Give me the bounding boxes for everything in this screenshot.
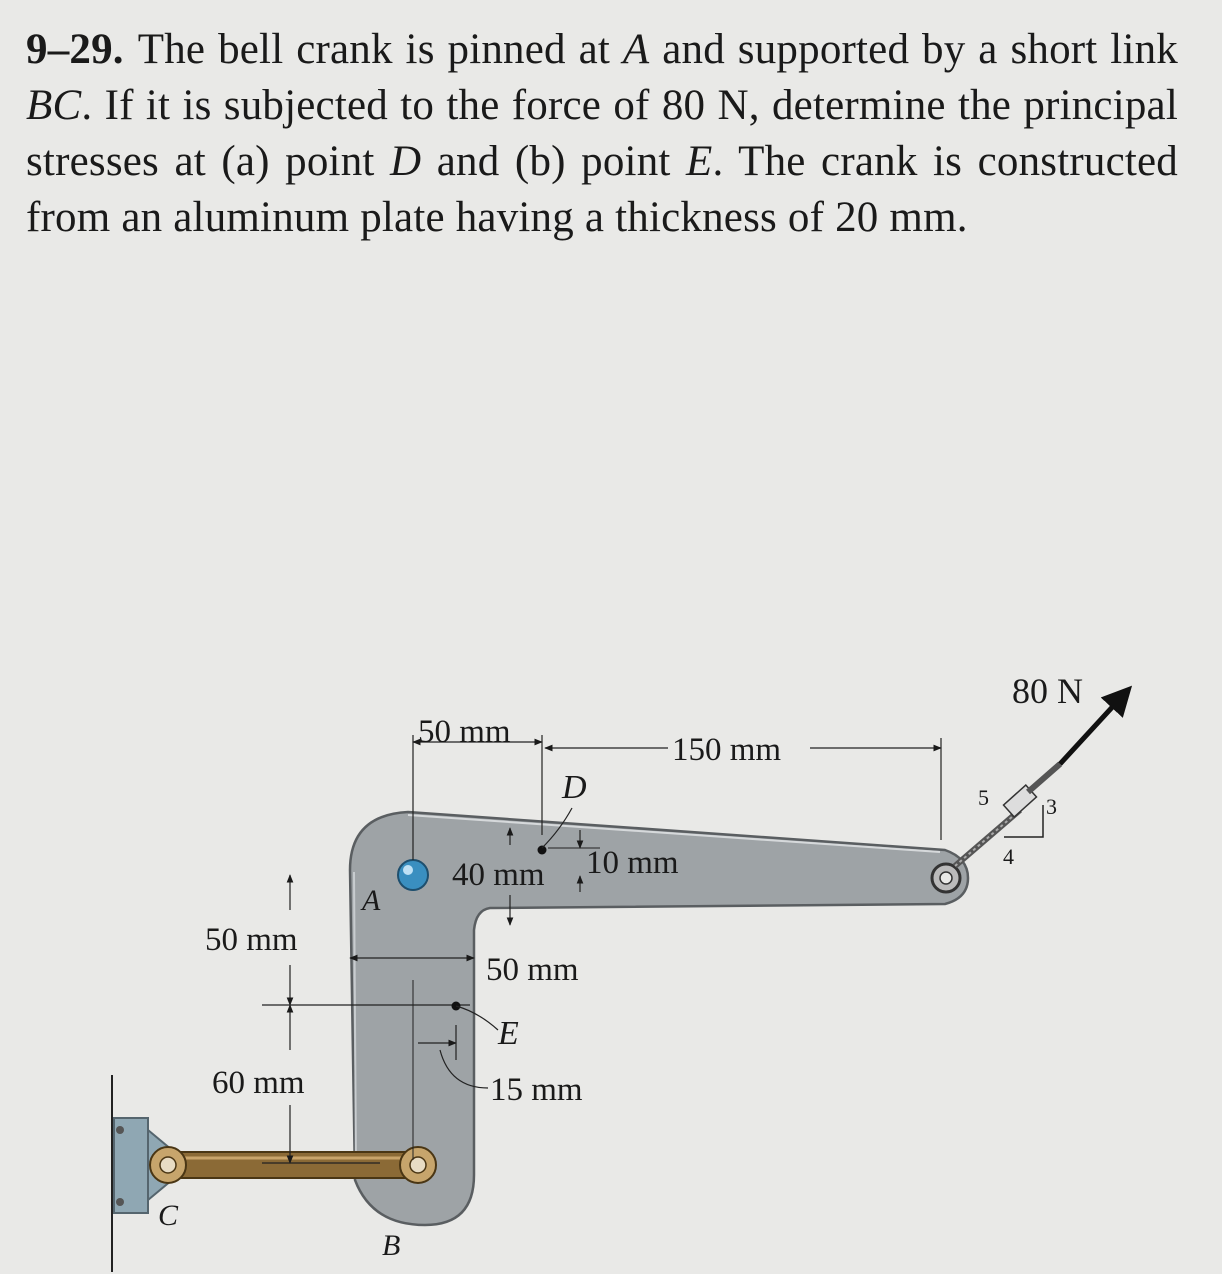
force-label: 80 N bbox=[1012, 671, 1083, 711]
label-A: A bbox=[362, 884, 381, 917]
cable-eye bbox=[932, 690, 1128, 892]
point-A-ref: A bbox=[622, 26, 650, 73]
problem-text-1: The bell crank is pinned at bbox=[137, 26, 623, 73]
dim-150mm-label: 150 mm bbox=[672, 732, 782, 768]
dim-60mm-label: 60 mm bbox=[212, 1065, 305, 1101]
link-BC-ref: BC bbox=[26, 82, 82, 129]
problem-text-2: and supported by a short link bbox=[649, 26, 1179, 73]
dim-50mm-left-label: 50 mm bbox=[205, 922, 298, 958]
problem-text-3: . If it is subjected to the force of 80 N, determine the principal stresses at (a) point bbox=[26, 82, 1178, 185]
label-B: B bbox=[382, 1229, 401, 1262]
link-bar bbox=[165, 1152, 420, 1178]
dim-50mm-mid-label: 50 mm bbox=[486, 952, 579, 988]
problem-text-4: and (b) point bbox=[421, 138, 687, 185]
slope-5: 5 bbox=[978, 785, 989, 810]
link-BC bbox=[150, 1147, 436, 1183]
label-C: C bbox=[158, 1199, 179, 1232]
pin-A bbox=[398, 860, 428, 890]
point-E-ref: E bbox=[686, 138, 713, 185]
slope-3: 3 bbox=[1046, 794, 1057, 819]
slope-4: 4 bbox=[1003, 844, 1014, 869]
label-E: E bbox=[498, 1015, 519, 1052]
point-D-ref: D bbox=[390, 138, 422, 185]
dim-50mm-top-label: 50 mm bbox=[418, 714, 511, 750]
problem-number: 9–29. bbox=[26, 26, 124, 73]
problem-text-5: . The crank is constructed from an aluminum plate having a thickness of 20 mm. bbox=[26, 138, 1178, 241]
dim-10mm-label: 10 mm bbox=[586, 845, 679, 881]
label-D: D bbox=[562, 769, 587, 806]
dim-150mm bbox=[545, 732, 941, 840]
dim-40mm-label: 40 mm bbox=[452, 857, 545, 893]
dim-15mm-label: 15 mm bbox=[490, 1072, 583, 1108]
